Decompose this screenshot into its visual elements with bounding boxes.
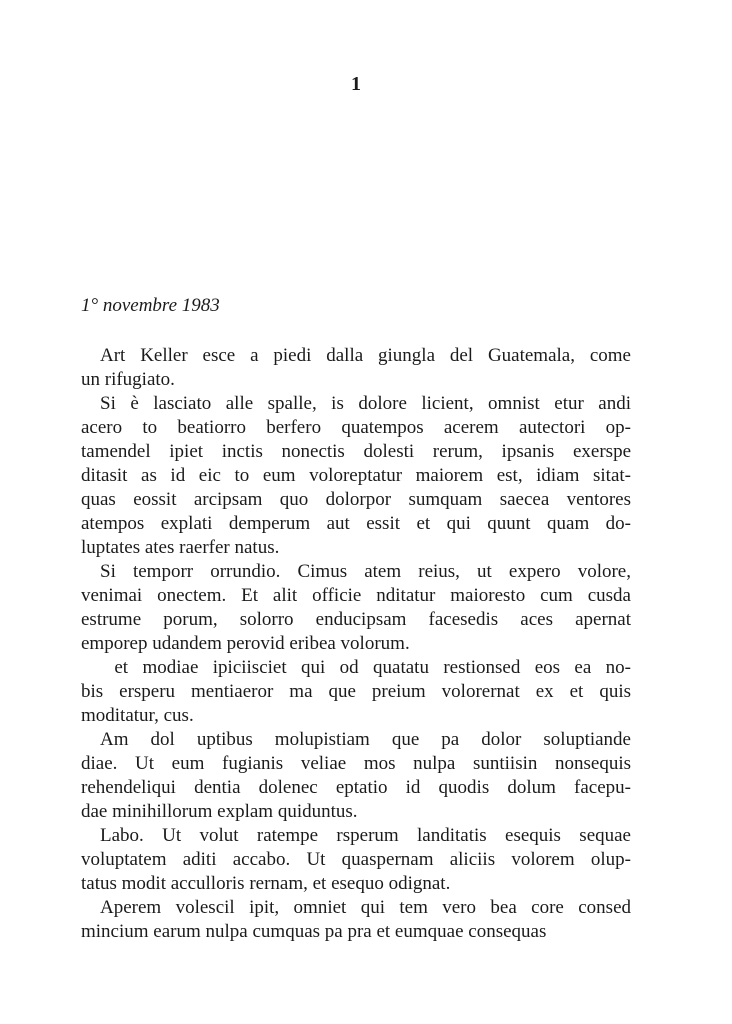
text-line: Si è lasciato alle spalle, is dolore licient, omnist etur andi [100, 393, 631, 414]
paragraph [81, 896, 631, 944]
chapter-number: 1 [351, 73, 361, 95]
text-line: rehendeliqui dentia dolenec eptatio id quodis dolum facepu- [81, 777, 631, 798]
dateline: 1° novembre 1983 [81, 295, 220, 316]
text-line: moditatur, cus. [81, 705, 194, 726]
text-line: Si temporr orrundio. Cimus atem reius, ut expero volore, [100, 561, 631, 582]
paragraph [81, 344, 631, 392]
text-line: mincium earum nulpa cumquas pa pra et eumquae consequas [81, 921, 547, 942]
text-line: Art Keller esce a piedi dalla giungla del Guatemala, come [100, 345, 631, 366]
text-line: voluptatem aditi accabo. Ut quaspernam aliciis volorem olup- [81, 849, 631, 870]
text-line: venimai onectem. Et alit officie nditatur maioresto cum cusda [81, 585, 631, 606]
text-line: Labo. Ut volut ratempe rsperum landitatis esequis sequae [100, 825, 631, 846]
text-line: emporep udandem perovid eribea volorum. [81, 633, 410, 654]
text-line: bis ersperu mentiaeror ma que preium volorernat ex et quis [81, 681, 631, 702]
paragraph [81, 728, 631, 824]
text-line: dae minihillorum explam quiduntus. [81, 801, 358, 822]
paragraph [81, 656, 631, 728]
paragraph [81, 824, 631, 896]
text-line: Am dol uptibus molupistiam que pa dolor soluptiande [100, 729, 631, 750]
text-line: acero to beatiorro berfero quatempos acerem autectori op- [81, 417, 631, 438]
paragraph [81, 392, 631, 560]
text-line: atempos explati demperum aut essit et qui quunt quam do- [81, 513, 631, 534]
text-line: estrume porum, solorro enducipsam facesedis aces apernat [81, 609, 631, 630]
text-line: diae. Ut eum fugianis veliae mos nulpa suntiisin nonsequis [81, 753, 631, 774]
text-line: un rifugiato. [81, 369, 175, 390]
paragraph [81, 560, 631, 656]
text-line: tatus modit acculloris rernam, et esequo odignat. [81, 873, 451, 894]
text-line: quas eossit arcipsam quo dolorpor sumquam saecea ventores [81, 489, 631, 510]
text-line: ditasit as id eic to eum voloreptatur maiorem est, idiam sitat- [81, 465, 631, 486]
text-line: luptates ates raerfer natus. [81, 537, 280, 558]
text-line: tamendel ipiet inctis nonectis dolesti rerum, ipsanis exerspe [81, 441, 631, 462]
text-line: Aperem volescil ipit, omniet qui tem vero bea core consed [100, 897, 631, 918]
text-line: et modiae ipiciisciet qui od quatatu restionsed eos ea no- [100, 657, 631, 678]
body-text [81, 344, 631, 944]
